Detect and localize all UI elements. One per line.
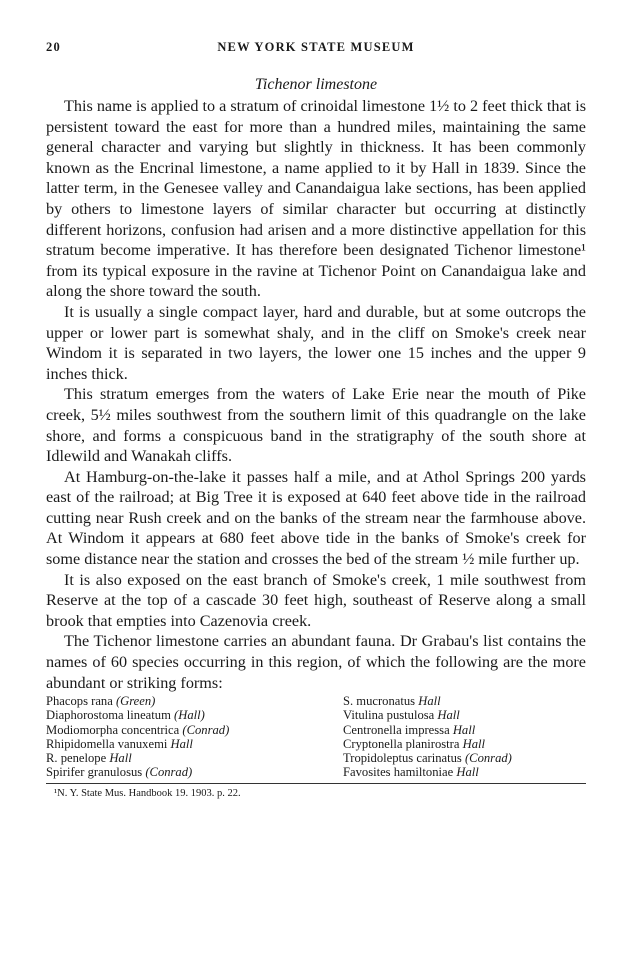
paragraph-4: At Hamburg-on-the-lake it passes half a mile, and at Athol Springs 200 yards east of the railroad; at Big Tree it is exposed at 640 feet above tide in the railroad cutting near Rush creek and on the banks of the stream near the farmhouse above. At Windom it appears at 680 feet above tide in the banks of Smoke's creek for some distance near the station and crosses the bed of the stream ½ mile further up. bbox=[46, 467, 586, 569]
fossil-name: Favosites hamiltoniae bbox=[343, 765, 454, 780]
fossil-item bbox=[46, 751, 289, 765]
running-head: NEW YORK STATE MUSEUM bbox=[217, 40, 415, 54]
fossil-item bbox=[46, 694, 289, 708]
fossil-author: (Conrad) bbox=[182, 722, 230, 737]
fossil-author: Hall bbox=[418, 694, 441, 709]
page-number: 20 bbox=[46, 40, 61, 54]
fossil-column-left bbox=[46, 694, 289, 779]
fossil-item bbox=[46, 737, 289, 751]
section-title: Tichenor limestone bbox=[254, 76, 378, 93]
fossil-item bbox=[343, 765, 586, 779]
fossil-item bbox=[343, 694, 586, 708]
paragraph-1: This name is applied to a stratum of crinoidal limestone 1½ to 2 feet thick that is persistent toward the east for more than a hundred miles, maintaining the same general character and varying but slightly in thickness. It has been commonly known as the Encrinal limestone, a name applied to it by Hall in 1839. Since the latter term, in the Genesee valley and Canandaigua lake sections, has been applied by others to limestone layers of similar character but occurring at distinctly different horizons, confusion had arisen and a more distinctive appellation for this stratum become imperative. It has therefore been designated Tichenor limestone¹ from its typical exposure in the ravine at Tichenor Point on Canandaigua lake and along the shore toward the south. bbox=[46, 97, 586, 301]
fossil-item bbox=[46, 708, 289, 722]
fossil-author: Hall bbox=[170, 736, 193, 751]
fossil-item bbox=[343, 737, 586, 751]
fossil-list bbox=[46, 694, 586, 779]
fossil-name: Centronella impressa bbox=[343, 722, 450, 737]
fossil-author: (Conrad) bbox=[145, 765, 193, 780]
document-page bbox=[46, 40, 586, 799]
fossil-author: (Green) bbox=[115, 694, 156, 709]
paragraph-5: It is also exposed on the east branch of Smoke's creek, 1 mile southwest from Reserve at the top of a cascade 30 feet high, southeast of Reserve along a small brook that empties into Cazenovia creek. bbox=[46, 570, 586, 630]
fossil-name: Vitulina pustulosa bbox=[343, 708, 435, 723]
fossil-author: Hall bbox=[452, 722, 476, 737]
fossil-author: (Hall) bbox=[174, 708, 205, 723]
fossil-item bbox=[343, 708, 586, 722]
fossil-column-right bbox=[289, 694, 586, 779]
fossil-name: Modiomorpha concentrica bbox=[46, 722, 180, 737]
footnote: ¹N. Y. State Mus. Handbook 19. 1903. p. 22. bbox=[54, 788, 241, 800]
fossil-name: Tropidoleptus carinatus bbox=[343, 751, 462, 766]
paragraph-3: This stratum emerges from the waters of Lake Erie near the mouth of Pike creek, 5½ miles southwest from the southern limit of this quadrangle on the lake shore, and forms a conspicuous band in the stratigraphy of the south shore at Idlewild and Wanakah cliffs. bbox=[46, 385, 586, 466]
fossil-author: Hall bbox=[109, 751, 132, 766]
fossil-item bbox=[46, 723, 289, 737]
page-header bbox=[46, 40, 586, 60]
footnote-divider bbox=[46, 783, 586, 784]
fossil-name: Cryptonella planirostra bbox=[343, 736, 460, 751]
fossil-author: Hall bbox=[462, 736, 486, 751]
fossil-author: Hall bbox=[437, 708, 460, 723]
fossil-name: R. penelope bbox=[46, 751, 107, 766]
paragraph-6: The Tichenor limestone carries an abundant fauna. Dr Grabau's list contains the names of 60 species occurring in this region, of which the following are the more abundant or striking forms: bbox=[46, 632, 586, 692]
fossil-name: Rhipidomella vanuxemi bbox=[46, 736, 168, 751]
fossil-item bbox=[343, 723, 586, 737]
fossil-author: Hall bbox=[456, 765, 479, 780]
fossil-name: Phacops rana bbox=[46, 694, 113, 709]
paragraph-2: It is usually a single compact layer, hard and durable, but at some outcrops the upper or lower part is somewhat shaly, and in the cliff on Smoke's creek near Windom it is separated in two layers, the lower one 15 inches and the upper 9 inches thick. bbox=[46, 302, 586, 383]
fossil-author: (Conrad) bbox=[464, 751, 512, 766]
fossil-item bbox=[343, 751, 586, 765]
fossil-name: Diaphorostoma lineatum bbox=[46, 708, 171, 723]
fossil-name: S. mucronatus bbox=[343, 694, 416, 709]
fossil-item bbox=[46, 765, 289, 779]
fossil-name: Spirifer granulosus bbox=[46, 765, 143, 780]
